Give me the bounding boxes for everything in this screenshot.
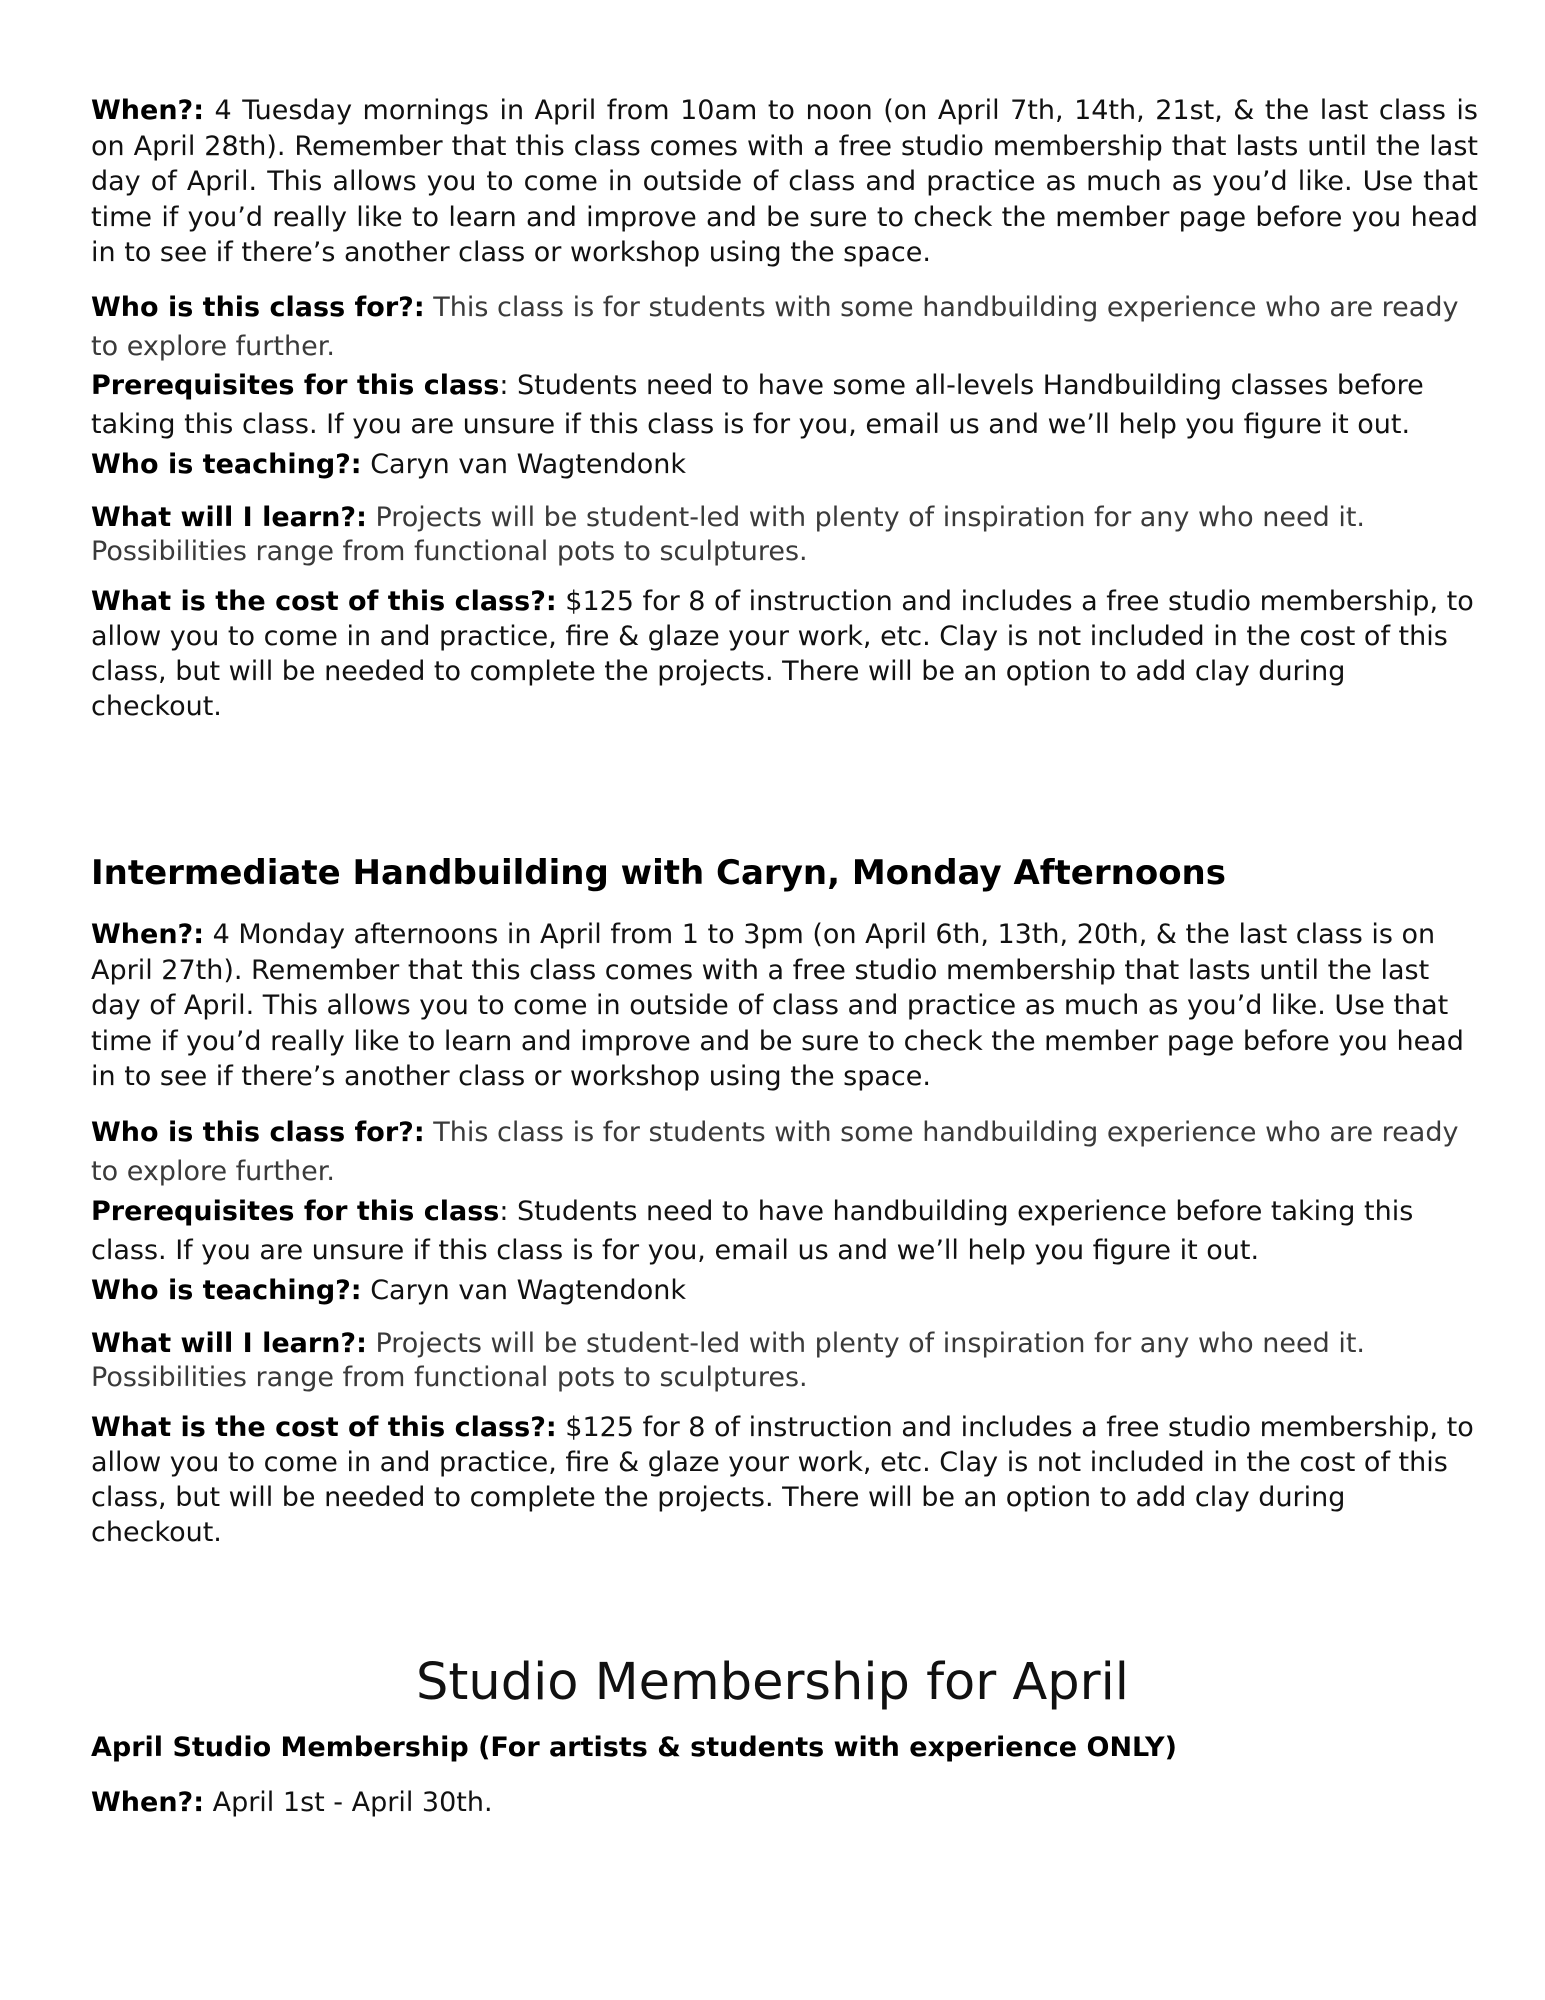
s2-teacher — [91, 1272, 1478, 1310]
section-heading-intermediate-monday: Intermediate Handbuilding with Caryn, Monday Afternoons — [91, 853, 1226, 893]
s2-prereq — [91, 1192, 1478, 1270]
s2-prereq-text: : Students need to have handbuilding experience before taking this class. If you are unsure if this class is for you, email us and we’ll help you figure it out. — [91, 1196, 1414, 1266]
s1-for-label: Who is this class for?: — [91, 292, 425, 323]
s1-teacher-label: Who is teaching?: — [91, 449, 362, 480]
s2-learn-text: Projects will be student-led with plenty of inspiration for any who need it. Possibilities range from functional pots to sculptures. — [91, 1328, 1365, 1393]
s1-learn-label: What will I learn?: — [91, 502, 367, 533]
membership-when — [91, 1783, 1478, 1823]
s1-who-for — [91, 288, 1478, 366]
s1-teacher — [91, 446, 1478, 484]
s2-when-text: 4 Monday afternoons in April from 1 to 3pm (on April 6th, 13th, 20th, & the last class is on April 27th). Remember that this class comes with a free studio membership that lasts until the last day of April. This allows you to come in outside of class and practice as much as you’d like. Use that time if you’d really like to learn and improve and be sure to check the member page before you head in to see if there’s another class or workshop using the space. — [91, 919, 1464, 1092]
s2-for-label: Who is this class for?: — [91, 1117, 425, 1148]
s2-teacher-label: Who is teaching?: — [91, 1275, 362, 1306]
s1-prereq — [91, 366, 1478, 444]
s1-cost-text: $125 for 8 of instruction and includes a free studio membership, to allow you to come in and practice, fire & glaze your work, etc. Clay is not included in the cost of this class, but will be needed to complete the projects. There will be an option to add clay during checkout. — [91, 586, 1474, 722]
membership-subtitle: April Studio Membership (For artists & students with experience ONLY) — [91, 1732, 1177, 1763]
membership-when-label: When?: — [91, 1787, 204, 1818]
s2-when-label: When?: — [91, 919, 204, 950]
s2-learn — [91, 1327, 1478, 1395]
s2-prereq-label: Prerequisites for this class — [91, 1196, 500, 1227]
s1-when — [91, 93, 1478, 271]
s1-learn — [91, 501, 1478, 569]
s2-when — [91, 917, 1478, 1095]
s1-when-text: 4 Tuesday mornings in April from 10am to noon (on April 7th, 14th, 21st, & the last class is on April 28th). Remember that this class comes with a free studio membership that lasts until the last day of April. This allows you to come in outside of class and practice as much as you’d like. Use that time if you’d really like to learn and improve and be sure to check the member page before you head in to see if there’s another class or workshop using the space. — [91, 95, 1478, 268]
s2-who-for — [91, 1113, 1478, 1191]
s2-cost-text: $125 for 8 of instruction and includes a free studio membership, to allow you to come in and practice, fire & glaze your work, etc. Clay is not included in the cost of this class, but will be needed to complete the projects. There will be an option to add clay during checkout. — [91, 1412, 1474, 1548]
s1-teacher-text: Caryn van Wagtendonk — [370, 449, 686, 480]
s2-for-text: This class is for students with some handbuilding experience who are ready to explore further. — [91, 1117, 1459, 1187]
s2-cost-label: What is the cost of this class?: — [91, 1412, 557, 1443]
s1-learn-text: Projects will be student-led with plenty of inspiration for any who need it. Possibilities range from functional pots to sculptures. — [91, 502, 1365, 567]
s2-teacher-text: Caryn van Wagtendonk — [370, 1275, 686, 1306]
s1-prereq-label: Prerequisites for this class — [91, 370, 500, 401]
s1-for-text: This class is for students with some handbuilding experience who are ready to explore further. — [91, 292, 1459, 362]
membership-when-text: April 1st - April 30th. — [212, 1787, 493, 1818]
s1-when-label: When?: — [91, 95, 204, 126]
s1-cost-label: What is the cost of this class?: — [91, 586, 557, 617]
membership-title: Studio Membership for April — [416, 1653, 1129, 1712]
s2-learn-label: What will I learn?: — [91, 1328, 367, 1359]
s2-cost — [91, 1410, 1478, 1550]
s1-cost — [91, 584, 1478, 724]
s1-prereq-text: : Students need to have some all-levels Handbuilding classes before taking this class. If you are unsure if this class is for you, email us and we’ll help you figure it out. — [91, 370, 1424, 440]
